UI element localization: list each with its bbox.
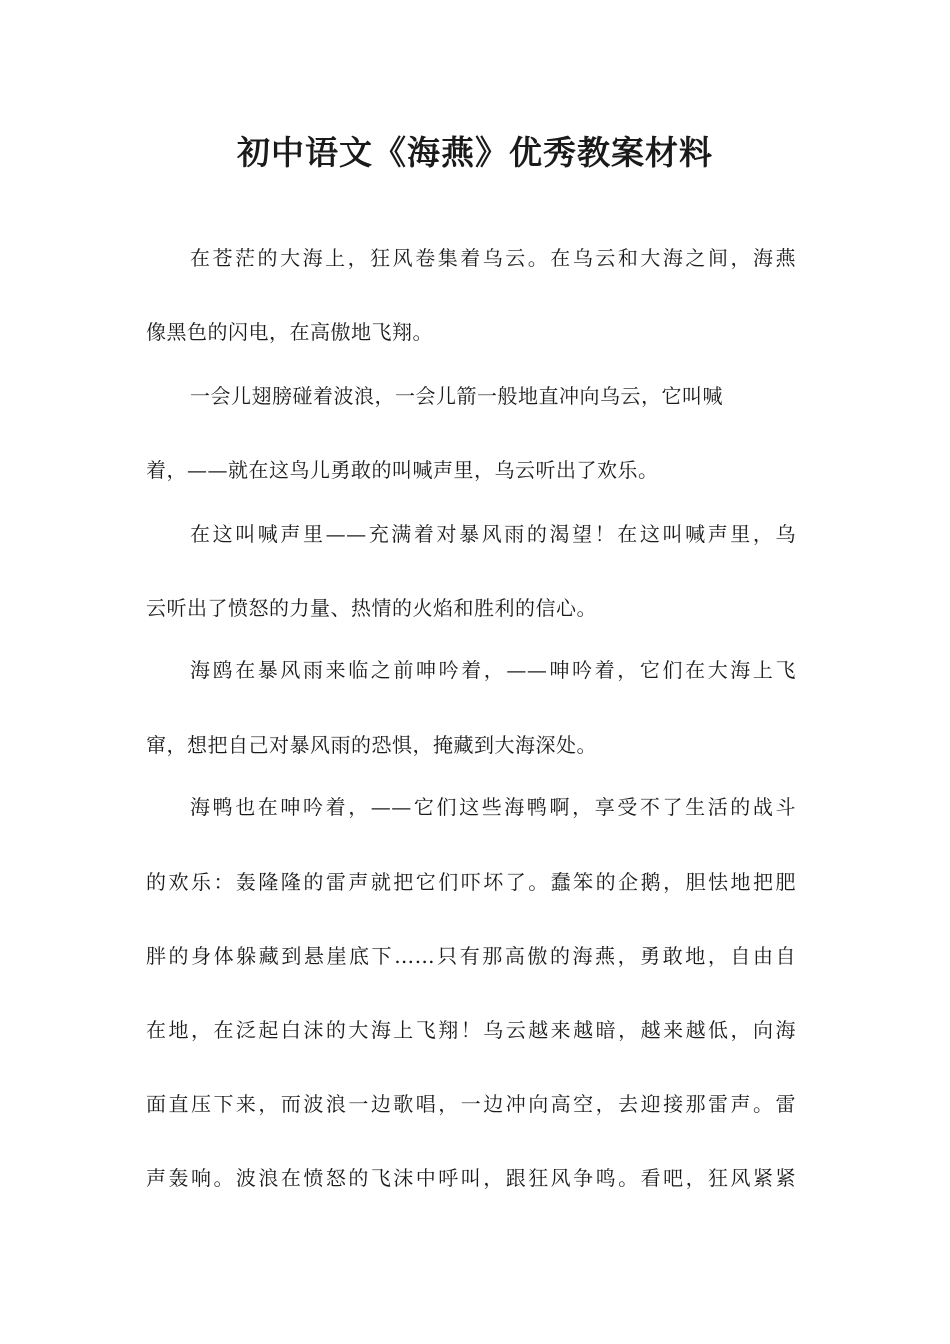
paragraph-3-line-2: 云听出了愤怒的力量、热情的火焰和胜利的信心。 <box>146 596 597 620</box>
paragraph-5-line-3: 胖的身体躲藏到悬崖底下……只有那高傲的海燕，勇敢地，自由自 <box>146 944 796 968</box>
paragraph-5-line-2: 的欢乐：轰隆隆的雷声就把它们吓坏了。蠢笨的企鹅，胆怯地把肥 <box>146 870 796 894</box>
paragraph-5-line-1: 海鸭也在呻吟着，——它们这些海鸭啊，享受不了生活的战斗 <box>190 795 796 819</box>
document-title: 初中语文《海燕》优秀教案材料 <box>237 133 713 172</box>
paragraph-5-line-5: 面直压下来，而波浪一边歌唱，一边冲向高空，去迎接那雷声。雷 <box>146 1092 796 1116</box>
paragraph-2-line-2: 着，——就在这鸟儿勇敢的叫喊声里，乌云听出了欢乐。 <box>146 458 659 482</box>
paragraph-2-line-1: 一会儿翅膀碰着波浪，一会儿箭一般地直冲向乌云，它叫喊 <box>190 384 723 408</box>
paragraph-4-line-2: 窜，想把自己对暴风雨的恐惧，掩藏到大海深处。 <box>146 733 597 757</box>
paragraph-1-line-2: 像黑色的闪电，在高傲地飞翔。 <box>146 320 433 344</box>
paragraph-4-line-1: 海鸥在暴风雨来临之前呻吟着，——呻吟着，它们在大海上飞 <box>190 658 796 682</box>
paragraph-3-line-1: 在这叫喊声里——充满着对暴风雨的渴望！在这叫喊声里，乌 <box>190 522 796 546</box>
paragraph-5-line-4: 在地，在泛起白沫的大海上飞翔！乌云越来越暗，越来越低，向海 <box>146 1018 796 1042</box>
paragraph-5-line-6: 声轰响。波浪在愤怒的飞沫中呼叫，跟狂风争鸣。看吧，狂风紧紧 <box>146 1166 796 1190</box>
paragraph-1-line-1: 在苍茫的大海上，狂风卷集着乌云。在乌云和大海之间，海燕 <box>190 246 796 270</box>
